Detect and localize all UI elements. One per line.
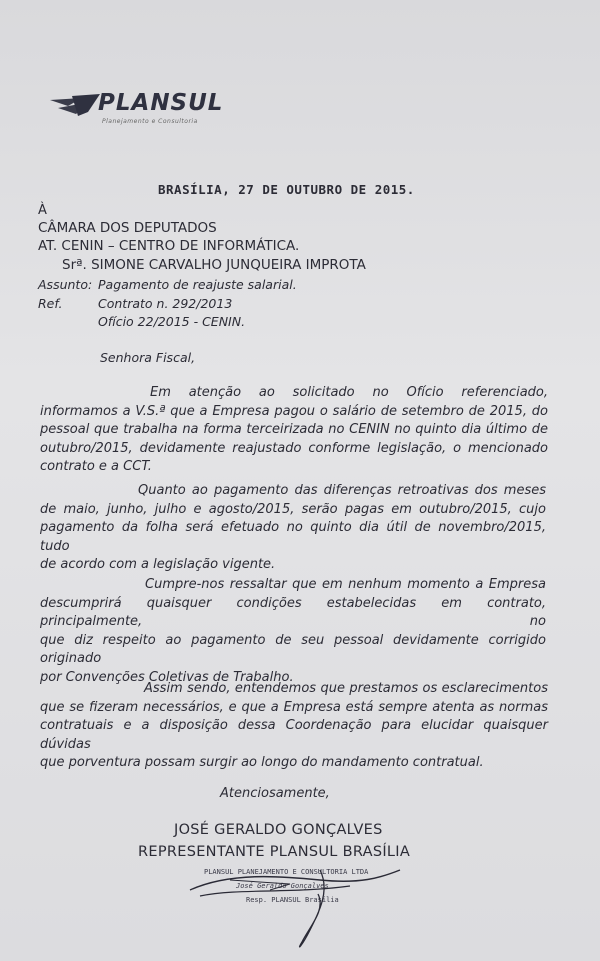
stamp-role: Resp. PLANSUL Brasília bbox=[246, 896, 339, 904]
subject-label: Assunto: bbox=[38, 277, 93, 292]
letter-date: BRASÍLIA, 27 DE OUTUBRO DE 2015. bbox=[158, 182, 415, 197]
paragraph-2 bbox=[40, 482, 546, 575]
salutation: Senhora Fiscal, bbox=[100, 350, 196, 365]
recipient-department: AT. CENIN – CENTRO DE INFORMÁTICA. bbox=[38, 238, 300, 254]
paragraph-4 bbox=[40, 680, 548, 773]
paragraph-line: informamos a V.S.ª que a Empresa pagou o salário de setembro de 2015, do bbox=[40, 403, 548, 419]
recipient-institution: CÂMARA DOS DEPUTADOS bbox=[38, 220, 217, 236]
ref-contract: Contrato n. 292/2013 bbox=[98, 296, 233, 311]
paragraph-line: descumprirá quaisquer condições estabelecidas em contrato, principalmente, no bbox=[40, 595, 546, 629]
paragraph-line: pagamento da folha será efetuado no quinto dia útil de novembro/2015, tudo bbox=[40, 520, 546, 554]
stamp-company: PLANSUL PLANEJAMENTO E CONSULTORIA LTDA bbox=[204, 868, 369, 876]
signer-name: JOSÉ GERALDO GONÇALVES bbox=[174, 822, 383, 838]
paragraph-line: contrato e a CCT. bbox=[40, 459, 152, 474]
handwritten-signature bbox=[170, 850, 410, 960]
recipient-person: Srª. SIMONE CARVALHO JUNQUEIRA IMPROTA bbox=[62, 257, 366, 273]
paragraph-1 bbox=[40, 384, 548, 477]
paragraph-line: Em atenção ao solicitado no Ofício referenciado, bbox=[150, 385, 548, 400]
paragraph-3 bbox=[40, 576, 546, 687]
ref-oficio: Ofício 22/2015 - CENIN. bbox=[98, 314, 246, 329]
logo-tagline: Planejamento e Consultoria bbox=[102, 118, 198, 125]
subject-text: Pagamento de reajuste salarial. bbox=[98, 277, 297, 292]
paragraph-line: Assim sendo, entendemos que prestamos os esclarecimentos bbox=[144, 681, 548, 696]
paragraph-line: outubro/2015, devidamente reajustado conforme legislação, o mencionado bbox=[40, 440, 548, 456]
logo-wordmark: PLANSUL bbox=[98, 90, 224, 116]
paragraph-line: de maio, junho, julho e agosto/2015, serão pagas em outubro/2015, cujo bbox=[40, 501, 546, 517]
closing: Atenciosamente, bbox=[220, 786, 330, 801]
ref-label: Ref. bbox=[38, 296, 63, 311]
paragraph-line: que diz respeito ao pagamento de seu pessoal devidamente corrigido originado bbox=[40, 632, 546, 666]
signer-title: REPRESENTANTE PLANSUL BRASÍLIA bbox=[138, 844, 411, 860]
stamp-name: José Geraldo Gonçalves bbox=[236, 882, 329, 890]
company-logo bbox=[48, 88, 248, 128]
paragraph-line: Quanto ao pagamento das diferenças retroativas dos meses bbox=[138, 483, 546, 498]
paragraph-line: contratuais e a disposição dessa Coordenação para elucidar quaisquer dúvidas bbox=[40, 718, 548, 752]
recipient-prefix: À bbox=[38, 203, 47, 218]
paragraph-line: Cumpre-nos ressaltar que em nenhum momento a Empresa bbox=[145, 577, 546, 592]
paragraph-line: por Convenções Coletivas de Trabalho. bbox=[40, 669, 294, 685]
paragraph-line: que porventura possam surgir ao longo do mandamento contratual. bbox=[40, 755, 484, 770]
paragraph-line: pessoal que trabalha na forma terceirizada no CENIN no quinto dia último de bbox=[40, 422, 548, 437]
paragraph-line: de acordo com a legislação vigente. bbox=[40, 557, 276, 572]
paragraph-line: que se fizeram necessários, e que a Empresa está sempre atenta as normas bbox=[40, 699, 548, 715]
